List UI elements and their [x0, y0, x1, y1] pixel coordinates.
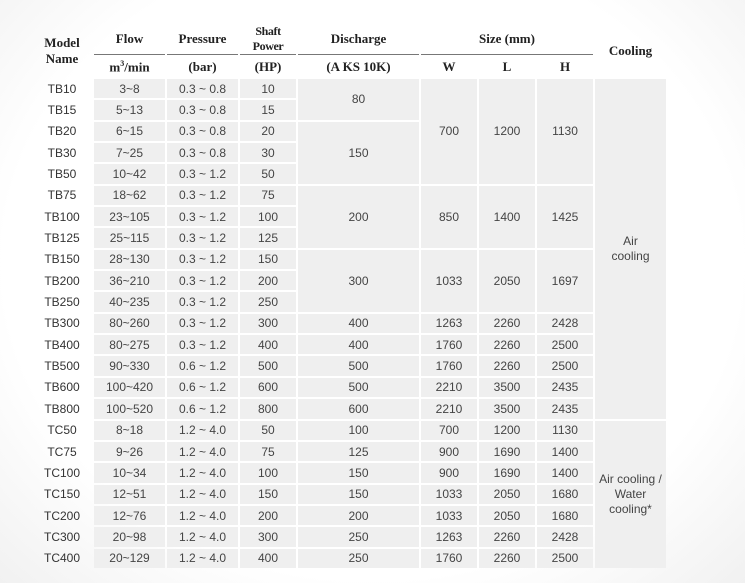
- cell-size-l: 1690: [479, 463, 535, 482]
- header-size: Size (mm): [421, 24, 593, 55]
- cell-size-h: 2500: [537, 335, 593, 354]
- cell-pressure: 1.2 ~ 4.0: [167, 463, 238, 482]
- cell-hp: 400: [240, 335, 296, 354]
- cell-hp: 125: [240, 228, 296, 247]
- cell-pressure: 1.2 ~ 4.0: [167, 506, 238, 525]
- cell-hp: 600: [240, 378, 296, 397]
- table-row: [32, 378, 666, 397]
- cell-model: TB200: [44, 273, 80, 288]
- cell-size-w: 1263: [421, 527, 477, 546]
- cell-hp: 400: [240, 549, 296, 568]
- cell-model: TB75: [47, 188, 77, 203]
- cell-hp: 300: [240, 314, 296, 333]
- cell-pressure: 1.2 ~ 4.0: [167, 421, 238, 440]
- cell-flow: 20~98: [94, 527, 165, 546]
- cell-size-w: 1760: [421, 356, 477, 375]
- table-row: [32, 314, 666, 333]
- cell-size-l: 3500: [479, 399, 535, 418]
- header-size-h: H: [559, 59, 571, 74]
- cell-size-h: 2435: [537, 399, 593, 418]
- cell-model: TC300: [43, 529, 81, 544]
- cell-size-h: 2435: [537, 378, 593, 397]
- table-row: [32, 399, 666, 418]
- spec-table: [30, 22, 668, 570]
- cell-flow: 7~25: [94, 143, 165, 162]
- table-row: [32, 506, 666, 525]
- cell-size-l: 1200: [479, 79, 535, 184]
- header-flow: Flow: [94, 24, 165, 55]
- header-model-line2: Name: [45, 50, 79, 66]
- header-discharge-unit: (A KS 10K): [326, 59, 391, 74]
- cell-size-h: 1425: [537, 186, 593, 248]
- cell-discharge: 250: [298, 549, 419, 568]
- cell-discharge: 250: [298, 527, 419, 546]
- cell-size-l: 2260: [479, 314, 535, 333]
- cell-hp: 150: [240, 250, 296, 269]
- cell-flow: 40~235: [94, 292, 165, 311]
- cell-size-l: 2050: [479, 485, 535, 504]
- cell-flow: 25~115: [94, 228, 165, 247]
- cell-flow: 80~260: [94, 314, 165, 333]
- cell-discharge: 500: [298, 378, 419, 397]
- cell-hp: 50: [240, 164, 296, 183]
- cell-discharge: 400: [298, 314, 419, 333]
- cell-model: TC100: [43, 465, 81, 480]
- cell-pressure: 0.6 ~ 1.2: [167, 378, 238, 397]
- cell-pressure: 0.3 ~ 1.2: [167, 314, 238, 333]
- cell-model: TB15: [47, 103, 77, 118]
- cell-flow: 10~42: [94, 164, 165, 183]
- cell-size-h: 2428: [537, 314, 593, 333]
- cell-size-l: 3500: [479, 378, 535, 397]
- header-pressure: Pressure: [167, 24, 238, 55]
- cell-size-h: 1130: [537, 421, 593, 440]
- cell-model: TB800: [44, 401, 80, 416]
- cell-pressure: 0.6 ~ 1.2: [167, 399, 238, 418]
- cell-flow: 6~15: [94, 122, 165, 141]
- cell-size-h: 1400: [537, 463, 593, 482]
- cell-model: TB100: [44, 209, 80, 224]
- cell-flow: 18~62: [94, 186, 165, 205]
- cell-flow: 90~330: [94, 356, 165, 375]
- cell-hp: 200: [240, 506, 296, 525]
- cell-discharge: 150: [298, 122, 419, 184]
- cell-size-h: 2500: [537, 356, 593, 375]
- cell-hp: 500: [240, 356, 296, 375]
- cell-hp: 30: [240, 143, 296, 162]
- header-cooling: Cooling: [608, 42, 653, 58]
- cell-pressure: 0.3 ~ 1.2: [167, 271, 238, 290]
- cell-model: TC400: [43, 551, 81, 566]
- cell-flow: 80~275: [94, 335, 165, 354]
- header-flow-unit: $m^3/\min$: [109, 58, 150, 75]
- cell-pressure: 0.3 ~ 0.8: [167, 122, 238, 141]
- cell-size-h: 1400: [537, 442, 593, 461]
- cell-model: TC200: [43, 508, 81, 523]
- table-row: [32, 335, 666, 354]
- cell-flow: 23~105: [94, 207, 165, 226]
- cell-discharge: 100: [298, 421, 419, 440]
- cell-model: TB400: [44, 337, 80, 352]
- cell-discharge: 400: [298, 335, 419, 354]
- cell-size-l: 2260: [479, 356, 535, 375]
- cell-pressure: 1.2 ~ 4.0: [167, 527, 238, 546]
- cell-pressure: 0.3 ~ 1.2: [167, 164, 238, 183]
- header-shaft-power: Shaft Power: [240, 24, 296, 55]
- cell-size-l: 1200: [479, 421, 535, 440]
- cell-flow: 10~34: [94, 463, 165, 482]
- cell-hp: 300: [240, 527, 296, 546]
- cell-size-h: 1680: [537, 506, 593, 525]
- cell-model: TB30: [47, 145, 77, 160]
- table-row: [32, 250, 666, 269]
- table-row: [32, 463, 666, 482]
- cell-discharge: 150: [298, 463, 419, 482]
- cell-hp: 150: [240, 485, 296, 504]
- cell-discharge: 80: [298, 79, 419, 120]
- cell-flow: 20~129: [94, 549, 165, 568]
- table-row: [32, 485, 666, 504]
- cell-size-l: 1690: [479, 442, 535, 461]
- header-model: [32, 24, 92, 77]
- cell-model: TC50: [47, 423, 77, 438]
- cell-pressure: 0.3 ~ 1.2: [167, 292, 238, 311]
- cell-size-w: 850: [421, 186, 477, 248]
- cell-size-l: 2260: [479, 549, 535, 568]
- cell-flow: 28~130: [94, 250, 165, 269]
- cell-pressure: 1.2 ~ 4.0: [167, 549, 238, 568]
- cell-pressure: 0.3 ~ 0.8: [167, 100, 238, 119]
- cell-size-l: 2260: [479, 335, 535, 354]
- cell-size-h: 1130: [537, 79, 593, 184]
- cell-hp: 200: [240, 271, 296, 290]
- cell-size-w: 2210: [421, 399, 477, 418]
- cell-size-w: 700: [421, 421, 477, 440]
- cell-hp: 75: [240, 186, 296, 205]
- table-row: [32, 442, 666, 461]
- cell-model: TB300: [44, 316, 80, 331]
- table-row: [32, 79, 666, 98]
- cell-model: TC150: [43, 487, 81, 502]
- cell-model: TB250: [44, 295, 80, 310]
- cell-discharge: 150: [298, 485, 419, 504]
- cell-hp: 100: [240, 463, 296, 482]
- cell-size-w: 700: [421, 79, 477, 184]
- cell-hp: 20: [240, 122, 296, 141]
- cell-pressure: 0.3 ~ 1.2: [167, 250, 238, 269]
- cell-size-l: 1400: [479, 186, 535, 248]
- table-row: [32, 356, 666, 375]
- cell-size-w: 1760: [421, 549, 477, 568]
- cell-model: TB50: [47, 167, 77, 182]
- header-discharge: Discharge: [298, 24, 419, 55]
- spec-table-container: [30, 22, 668, 570]
- cell-model: TB500: [44, 359, 80, 374]
- cell-discharge: 300: [298, 250, 419, 312]
- cell-cooling-air: Air cooling: [595, 79, 666, 419]
- table-row: [32, 549, 666, 568]
- header-model-line1: Model: [44, 34, 80, 50]
- cell-model: TC75: [47, 444, 77, 459]
- cell-hp: 75: [240, 442, 296, 461]
- header-size-w: W: [442, 59, 456, 74]
- cell-cooling-water: Air cooling / Water cooling*: [595, 421, 666, 568]
- cell-size-l: 2050: [479, 250, 535, 312]
- cell-flow: 36~210: [94, 271, 165, 290]
- cell-size-w: 2210: [421, 378, 477, 397]
- cell-pressure: 0.3 ~ 1.2: [167, 335, 238, 354]
- cell-flow: 5~13: [94, 100, 165, 119]
- cell-pressure: 0.3 ~ 0.8: [167, 143, 238, 162]
- table-row: [32, 421, 666, 440]
- cell-pressure: 0.6 ~ 1.2: [167, 356, 238, 375]
- cell-pressure: 1.2 ~ 4.0: [167, 442, 238, 461]
- cell-discharge: 500: [298, 356, 419, 375]
- cell-size-h: 2428: [537, 527, 593, 546]
- cell-size-w: 1760: [421, 335, 477, 354]
- cell-pressure: 0.3 ~ 1.2: [167, 207, 238, 226]
- cell-model: TB10: [47, 81, 77, 96]
- cell-pressure: 1.2 ~ 4.0: [167, 485, 238, 504]
- cell-flow: 3~8: [94, 79, 165, 98]
- cell-pressure: 0.3 ~ 0.8: [167, 79, 238, 98]
- table-row: [32, 527, 666, 546]
- cell-hp: 100: [240, 207, 296, 226]
- cell-discharge: 125: [298, 442, 419, 461]
- table-row: [32, 186, 666, 205]
- cell-flow: 100~420: [94, 378, 165, 397]
- cell-flow: 12~76: [94, 506, 165, 525]
- cell-size-w: 1033: [421, 506, 477, 525]
- cell-size-h: 1697: [537, 250, 593, 312]
- cell-pressure: 0.3 ~ 1.2: [167, 228, 238, 247]
- header-size-l: L: [502, 59, 512, 74]
- cell-model: TB125: [44, 231, 80, 246]
- cell-discharge: 200: [298, 186, 419, 248]
- cell-hp: 800: [240, 399, 296, 418]
- cell-size-l: 2050: [479, 506, 535, 525]
- cell-size-w: 900: [421, 442, 477, 461]
- cell-model: TB600: [44, 380, 80, 395]
- cell-pressure: 0.3 ~ 1.2: [167, 186, 238, 205]
- cell-flow: 9~26: [94, 442, 165, 461]
- cell-size-h: 1680: [537, 485, 593, 504]
- cell-hp: 250: [240, 292, 296, 311]
- cell-size-w: 1033: [421, 485, 477, 504]
- cell-model: TB150: [44, 252, 80, 267]
- cell-size-w: 900: [421, 463, 477, 482]
- cell-discharge: 600: [298, 399, 419, 418]
- cell-size-h: 2500: [537, 549, 593, 568]
- cell-discharge: 200: [298, 506, 419, 525]
- header-pressure-unit: (bar): [188, 59, 217, 74]
- cell-hp: 50: [240, 421, 296, 440]
- cell-hp: 15: [240, 100, 296, 119]
- cell-flow: 100~520: [94, 399, 165, 418]
- cell-flow: 8~18: [94, 421, 165, 440]
- header-shaft-power-unit: (HP): [254, 59, 282, 74]
- cell-size-w: 1033: [421, 250, 477, 312]
- cell-size-w: 1263: [421, 314, 477, 333]
- cell-model: TB20: [47, 124, 77, 139]
- cell-flow: 12~51: [94, 485, 165, 504]
- cell-size-l: 2260: [479, 527, 535, 546]
- cell-hp: 10: [240, 79, 296, 98]
